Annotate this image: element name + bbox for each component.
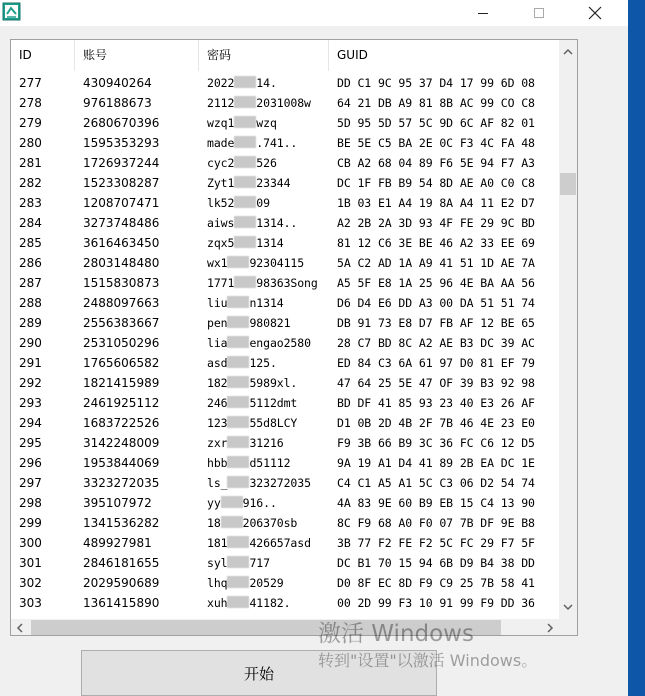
column-header-guid[interactable]: GUID: [337, 48, 368, 62]
cell-password: lk52 09: [207, 196, 270, 210]
table-row[interactable]: [11, 333, 559, 353]
cell-id: 296: [19, 456, 42, 470]
table-row[interactable]: [11, 293, 559, 313]
redaction-block: [234, 196, 256, 208]
cell-guid: F9 3B 66 B9 3C 36 FC C6 12 D5: [337, 436, 535, 450]
cell-password: 1771 98363Song: [207, 276, 318, 290]
cell-id: 277: [19, 76, 42, 90]
cell-id: 298: [19, 496, 42, 510]
cell-password: xuh 41182.: [207, 596, 291, 610]
cell-guid: 5A C2 AD 1A A9 41 51 1D AE 7A: [337, 256, 535, 270]
redaction-block: [234, 276, 256, 288]
cell-account: 2556383667: [83, 316, 160, 330]
table-row[interactable]: [11, 213, 559, 233]
column-header-password[interactable]: 密码: [199, 40, 329, 71]
redaction-block: [227, 556, 249, 568]
cell-account: 2029590689: [83, 576, 160, 590]
cell-guid: 8C F9 68 A0 F0 07 7B DF 9E B8: [337, 516, 535, 530]
redaction-block: [227, 436, 249, 448]
cell-id: 287: [19, 276, 42, 290]
cell-id: 293: [19, 396, 42, 410]
desktop-edge: [628, 0, 645, 696]
maximize-icon: [533, 7, 545, 19]
cell-id: 303: [19, 596, 42, 610]
cell-account: 2803148480: [83, 256, 160, 270]
table-body: [11, 71, 559, 624]
cell-password: yy 916..: [207, 496, 277, 510]
table-row[interactable]: [11, 153, 559, 173]
redaction-block: [221, 496, 243, 508]
redaction-block: [234, 216, 256, 228]
column-header-account[interactable]: 账号: [75, 40, 199, 71]
data-table[interactable]: [10, 39, 578, 636]
table-row[interactable]: [11, 473, 559, 493]
table-row[interactable]: [11, 533, 559, 553]
maximize-button[interactable]: [516, 0, 562, 26]
cell-id: 292: [19, 376, 42, 390]
cell-account: 1683722526: [83, 416, 160, 430]
cell-id: 302: [19, 576, 42, 590]
redaction-block: [227, 476, 249, 488]
table-row[interactable]: [11, 373, 559, 393]
redaction-block: [234, 136, 256, 148]
cell-guid: A5 5F E8 1A 25 96 4E BA AA 56: [337, 276, 535, 290]
cell-account: 3142248009: [83, 436, 160, 450]
redaction-block: [234, 236, 256, 248]
cell-account: 3323272035: [83, 476, 160, 490]
cell-password: 2022 14.: [207, 76, 277, 90]
cell-account: 489927981: [83, 536, 152, 550]
table-row[interactable]: [11, 493, 559, 513]
table-row[interactable]: [11, 73, 559, 93]
redaction-block: [221, 516, 243, 528]
redaction-block: [234, 176, 256, 188]
cell-password: cyc2 526: [207, 156, 277, 170]
redaction-block: [234, 96, 256, 108]
cell-account: 1821415989: [83, 376, 160, 390]
redaction-block: [227, 256, 249, 268]
redaction-block: [227, 336, 249, 348]
scroll-left-button[interactable]: [11, 619, 29, 636]
horizontal-scrollbar[interactable]: [11, 619, 577, 636]
cell-account: 2531050296: [83, 336, 160, 350]
cell-guid: D1 0B 2D 4B 2F 7B 46 4E 23 E0: [337, 416, 535, 430]
table-row[interactable]: [11, 553, 559, 573]
cell-guid: 81 12 C6 3E BE 46 A2 33 EE 69: [337, 236, 535, 250]
minimize-icon: [477, 7, 489, 19]
cell-account: 395107972: [83, 496, 152, 510]
cell-password: syl 717: [207, 556, 270, 570]
cell-id: 290: [19, 336, 42, 350]
column-header-id[interactable]: ID: [11, 40, 75, 71]
cell-id: 295: [19, 436, 42, 450]
cell-account: 2846181655: [83, 556, 160, 570]
cell-guid: D0 8F EC 8D F9 C9 25 7B 58 41: [337, 576, 535, 590]
table-row[interactable]: [11, 593, 559, 613]
cell-password: zqx5 1314: [207, 236, 284, 250]
cell-account: 1208707471: [83, 196, 160, 210]
cell-guid: 64 21 DB A9 81 8B AC 99 CO C8: [337, 96, 535, 110]
cell-account: 3616463450: [83, 236, 160, 250]
cell-password: asd 125.: [207, 356, 277, 370]
cell-account: 3273748486: [83, 216, 160, 230]
cell-password: hbb d51112: [207, 456, 291, 470]
cell-password: 246 5112dmt: [207, 396, 298, 410]
cell-guid: 5D 95 5D 57 5C 9D 6C AF 82 01: [337, 116, 535, 130]
cell-guid: 00 2D 99 F3 10 91 99 F9 DD 36: [337, 596, 535, 610]
table-row[interactable]: [11, 573, 559, 593]
cell-id: 284: [19, 216, 42, 230]
table-row[interactable]: [11, 273, 559, 293]
cell-guid: 4A 83 9E 60 B9 EB 15 C4 13 90: [337, 496, 535, 510]
cell-id: 285: [19, 236, 42, 250]
cell-id: 286: [19, 256, 42, 270]
cell-id: 300: [19, 536, 42, 550]
table-row[interactable]: [11, 93, 559, 113]
table-row[interactable]: [11, 233, 559, 253]
cell-password: ls_ 323272035: [207, 476, 311, 490]
redaction-block: [227, 396, 249, 408]
table-row[interactable]: [11, 393, 559, 413]
cell-password: 123 55d8LCY: [207, 416, 298, 430]
cell-guid: BD DF 41 85 93 23 40 E3 26 AF: [337, 396, 535, 410]
cell-id: 280: [19, 136, 42, 150]
cell-account: 1523308287: [83, 176, 160, 190]
redaction-block: [234, 76, 256, 88]
cell-guid: CB A2 68 04 89 F6 5E 94 F7 A3: [337, 156, 535, 170]
close-icon: [588, 6, 602, 20]
vertical-scrollbar[interactable]: [559, 40, 577, 619]
cell-guid: DB 91 73 E8 D7 FB AF 12 BE 65: [337, 316, 535, 330]
cell-account: 1765606582: [83, 356, 160, 370]
cell-password: zxr 31216: [207, 436, 284, 450]
cell-id: 283: [19, 196, 42, 210]
table-row[interactable]: [11, 253, 559, 273]
redaction-block: [227, 356, 249, 368]
cell-password: wx1 92304115: [207, 256, 305, 270]
chevron-left-icon: [16, 623, 24, 633]
cell-password: 182 5989xl.: [207, 376, 298, 390]
cell-account: 1361415890: [83, 596, 160, 610]
redaction-block: [234, 156, 256, 168]
table-row[interactable]: [11, 433, 559, 453]
cell-account: 2680670396: [83, 116, 160, 130]
table-row[interactable]: [11, 313, 559, 333]
cell-id: 278: [19, 96, 42, 110]
table-row[interactable]: [11, 353, 559, 373]
scrollbar-corner: [559, 619, 577, 636]
cell-guid: C4 C1 A5 A1 5C C3 06 D2 54 74: [337, 476, 535, 490]
table-row[interactable]: [11, 173, 559, 193]
cell-password: lhq 20529: [207, 576, 284, 590]
redaction-block: [227, 316, 249, 328]
chevron-down-icon: [563, 603, 573, 611]
redaction-block: [227, 376, 249, 388]
cell-password: aiws 1314..: [207, 216, 298, 230]
watermark-subtitle: 转到"设置"以激活 Windows。: [318, 651, 538, 670]
watermark-title: 激活 Windows: [318, 621, 474, 647]
cell-password: wzq1 wzq: [207, 116, 277, 130]
redaction-block: [227, 416, 249, 428]
cell-account: 976188673: [83, 96, 152, 110]
cell-guid: 47 64 25 5E 47 OF 39 B3 92 98: [337, 376, 535, 390]
redaction-block: [227, 536, 249, 548]
chevron-right-icon: [546, 623, 554, 633]
table-row[interactable]: [11, 193, 559, 213]
cell-id: 288: [19, 296, 42, 310]
cell-guid: 1B 03 E1 A4 19 8A A4 11 E2 D7: [337, 196, 535, 210]
cell-account: 2488097663: [83, 296, 160, 310]
start-button[interactable]: 开始: [81, 650, 437, 696]
title-bar: [0, 0, 628, 26]
cell-password: Zyt1 23344: [207, 176, 291, 190]
cell-account: 1595353293: [83, 136, 160, 150]
table-header: [11, 40, 559, 71]
cell-account: 1726937244: [83, 156, 160, 170]
cell-guid: D6 D4 E6 DD A3 00 DA 51 51 74: [337, 296, 535, 310]
cell-password: lia engao2580: [207, 336, 311, 350]
cell-id: 301: [19, 556, 42, 570]
horizontal-scroll-thumb[interactable]: [31, 620, 501, 635]
table-row[interactable]: [11, 513, 559, 533]
cell-account: 1515830873: [83, 276, 160, 290]
cell-guid: DC B1 70 15 94 6B D9 B4 38 DD: [337, 556, 535, 570]
cell-guid: 28 C7 BD 8C A2 AE B3 DC 39 AC: [337, 336, 535, 350]
scroll-up-button[interactable]: [559, 40, 577, 64]
redaction-block: [227, 456, 249, 468]
cell-guid: BE 5E C5 BA 2E 0C F3 4C FA 48: [337, 136, 535, 150]
cell-id: 294: [19, 416, 42, 430]
close-button[interactable]: [572, 0, 618, 26]
redaction-block: [234, 116, 256, 128]
minimize-button[interactable]: [460, 0, 506, 26]
redaction-block: [227, 576, 249, 588]
cell-guid: A2 2B 2A 3D 93 4F FE 29 9C BD: [337, 216, 535, 230]
redaction-block: [227, 296, 249, 308]
table-row[interactable]: [11, 113, 559, 133]
table-row[interactable]: [11, 453, 559, 473]
cell-password: 2112 2031008w: [207, 96, 311, 110]
cell-guid: DC 1F FB B9 54 8D AE A0 C0 C8: [337, 176, 535, 190]
cell-account: 2461925112: [83, 396, 160, 410]
vertical-scroll-thumb[interactable]: [560, 173, 576, 195]
app-icon: [2, 2, 21, 21]
redaction-block: [227, 596, 249, 608]
cell-password: liu n1314: [207, 296, 284, 310]
cell-guid: 3B 77 F2 FE F2 5C FC 29 F7 5F: [337, 536, 535, 550]
cell-password: 181 426657asd: [207, 536, 311, 550]
cell-account: 1341536282: [83, 516, 160, 530]
cell-id: 297: [19, 476, 42, 490]
cell-account: 430940264: [83, 76, 152, 90]
chevron-up-icon: [563, 48, 573, 56]
cell-guid: 9A 19 A1 D4 41 89 2B EA DC 1E: [337, 456, 535, 470]
table-row[interactable]: [11, 133, 559, 153]
scroll-right-button[interactable]: [541, 619, 559, 636]
cell-id: 299: [19, 516, 42, 530]
cell-password: made .741..: [207, 136, 298, 150]
scroll-down-button[interactable]: [559, 595, 577, 619]
cell-id: 289: [19, 316, 42, 330]
cell-password: pen 980821: [207, 316, 291, 330]
cell-guid: DD C1 9C 95 37 D4 17 99 6D 08: [337, 76, 535, 90]
cell-account: 1953844069: [83, 456, 160, 470]
cell-id: 291: [19, 356, 42, 370]
cell-id: 282: [19, 176, 42, 190]
cell-id: 281: [19, 156, 42, 170]
cell-password: 18 206370sb: [207, 516, 298, 530]
table-row[interactable]: [11, 413, 559, 433]
cell-guid: ED 84 C3 6A 61 97 D0 81 EF 79: [337, 356, 535, 370]
cell-id: 279: [19, 116, 42, 130]
